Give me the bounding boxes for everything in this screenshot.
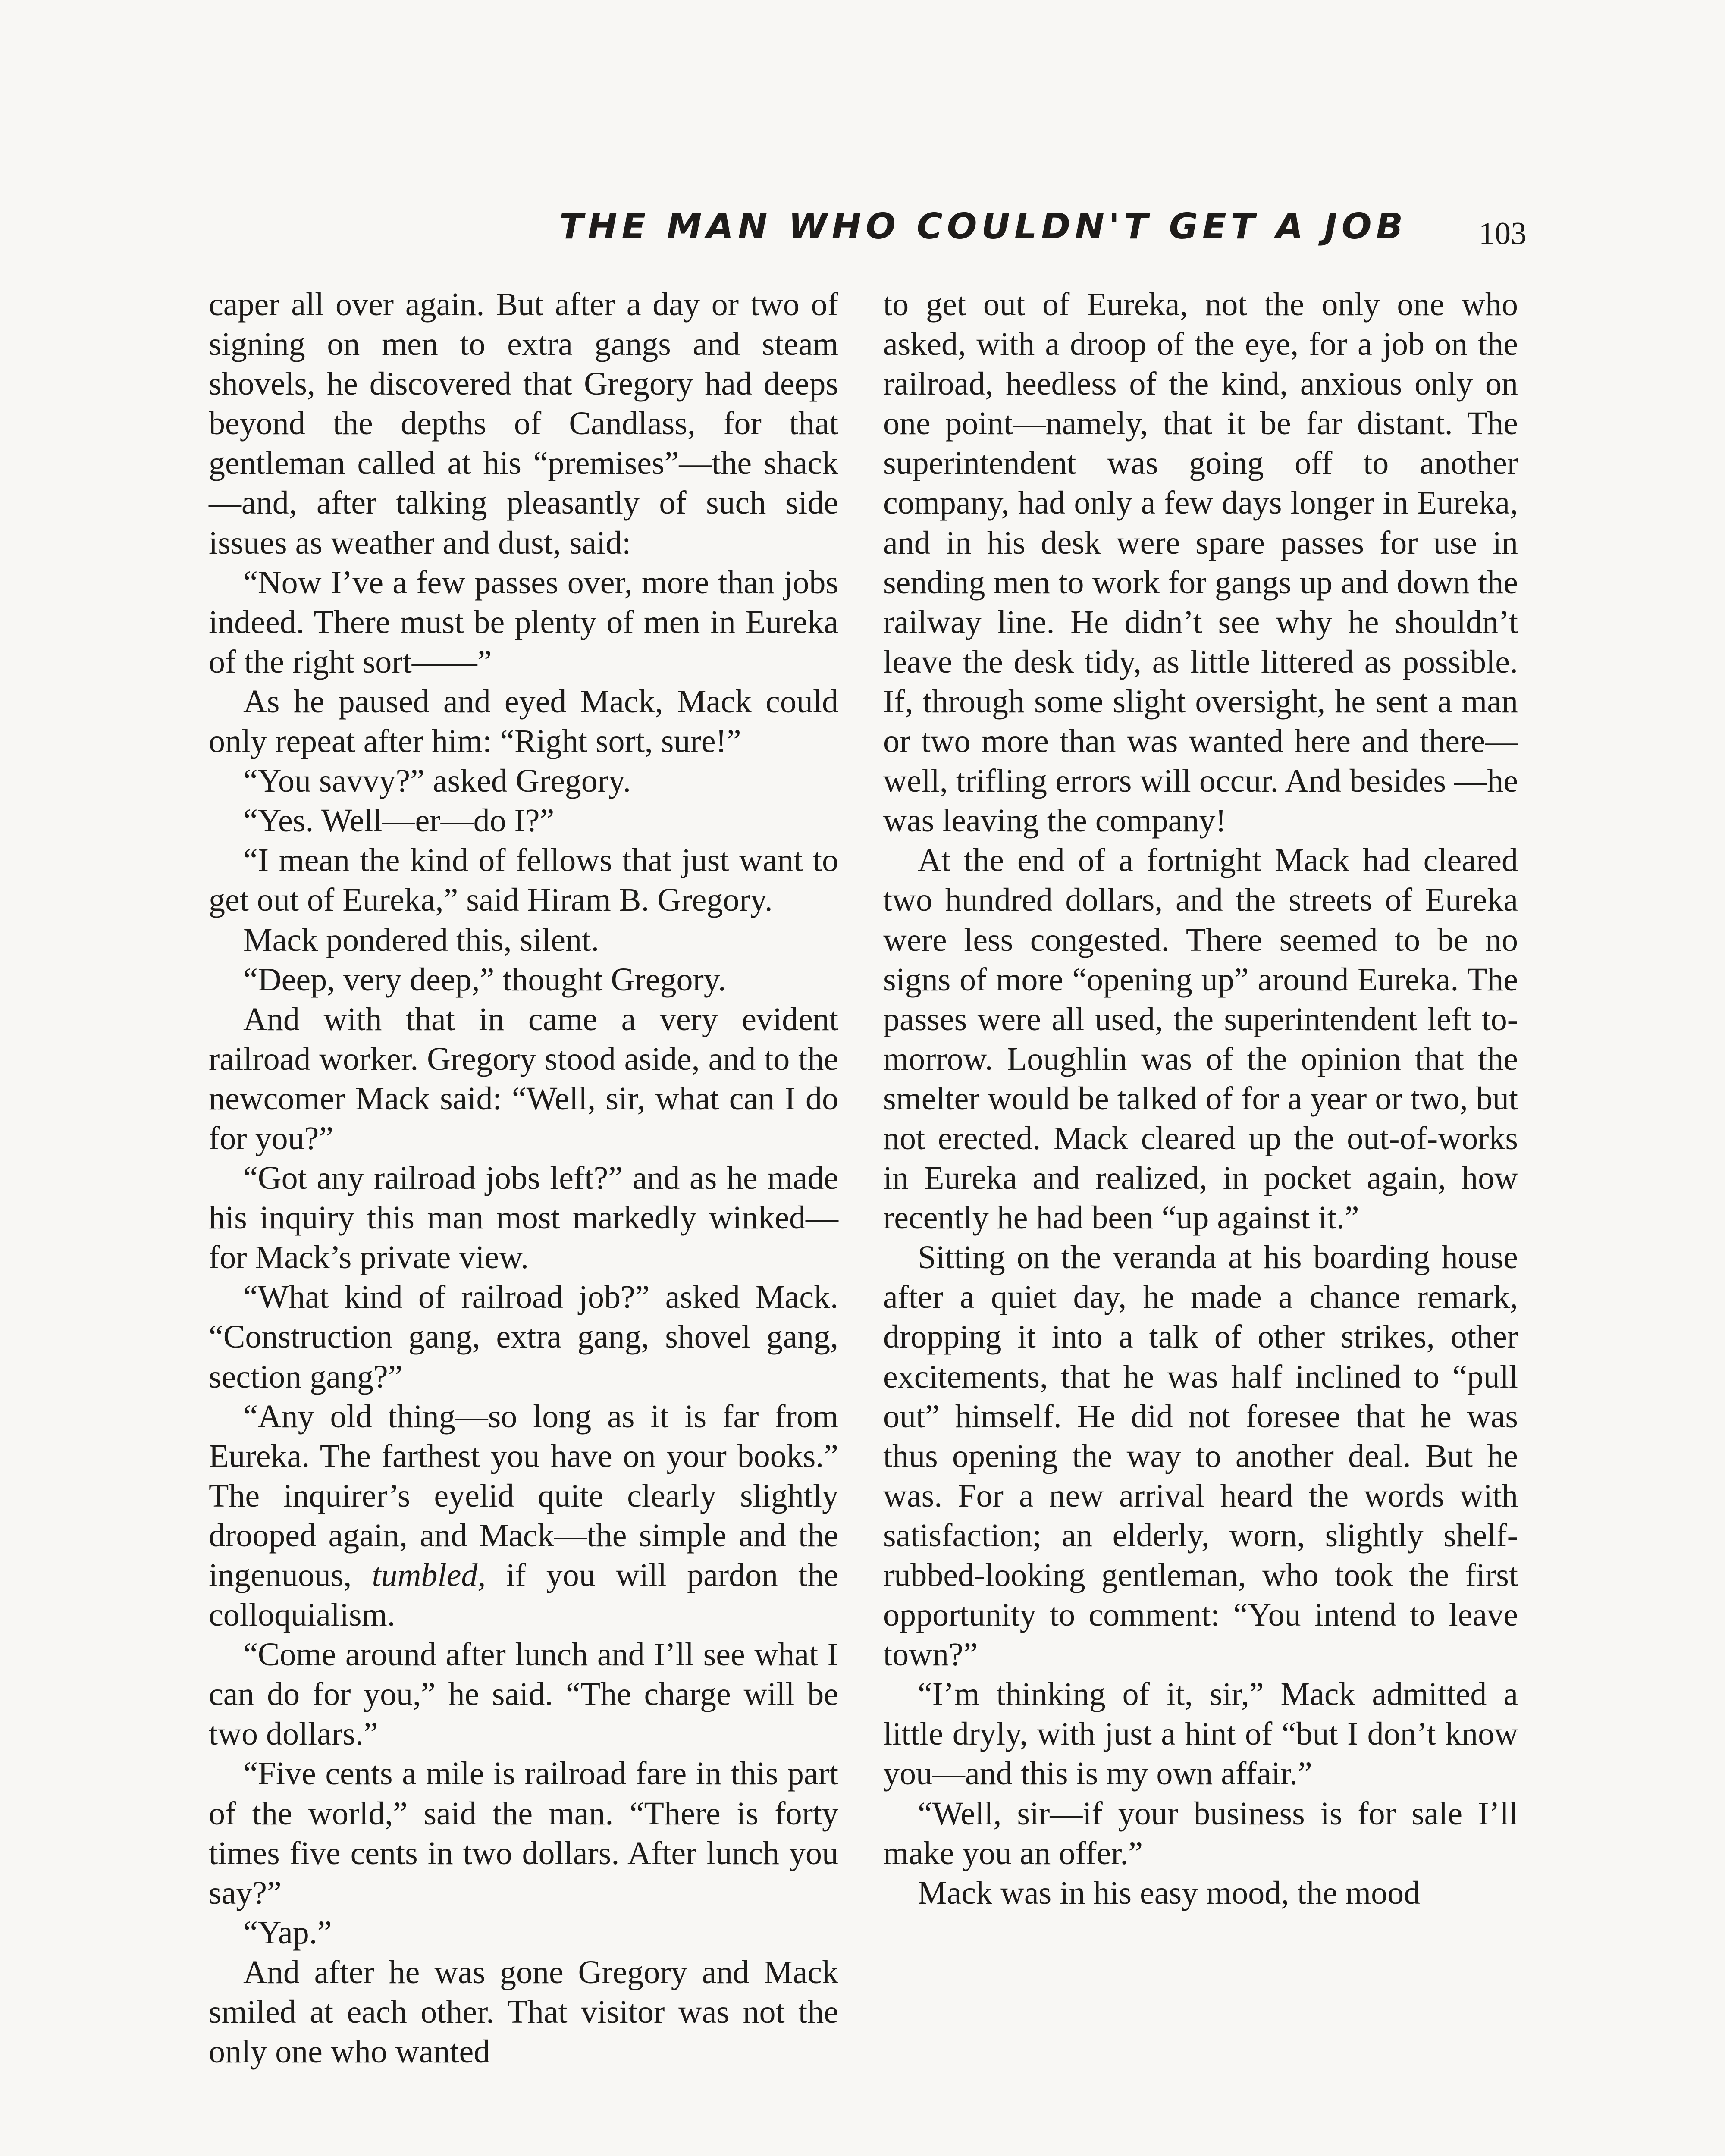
paragraph: “What kind of railroad job?” asked Mack. “Construction gang, extra gang, shovel gang, section gang?” [209, 1279, 838, 1395]
paragraph: “Five cents a mile is railroad fare in this part of the world,” said the man. “There is forty times five cents in two dollars. After lunch you say?” [209, 1755, 838, 1911]
paragraph-text: “Any old thing—so long as it is far from Eureka. The farthest you have on your books.” The inquirer’s eyelid quite clearly slightly drooped again, and Mack—the simple and the ingenuous, [209, 1398, 838, 1593]
italic-word: tumbled, [372, 1557, 486, 1593]
paragraph: Sitting on the veranda at his boarding house after a quiet day, he made a chance remark, dropping it into a talk of other strikes, other excitements, that he was half inclined to “pull out” himself. He did not foresee that he was thus opening the way to another deal. But he was. For a new arrival heard the words with satisfaction; an elderly, worn, slightly shelf-rubbed-looking gentleman, who took the first opportunity to comment: “You intend to leave town?” [883, 1239, 1518, 1673]
paragraph: “Deep, very deep,” thought Gregory. [243, 961, 726, 998]
running-head-title: THE MAN WHO COULDN'T GET A JOB [559, 206, 1408, 247]
paragraph: “Now I’ve a few passes over, more than jobs indeed. There must be plenty of men in Eureka of the right sort——” [209, 564, 838, 680]
paragraph: “Yap.” [243, 1914, 332, 1951]
paragraph-text: if you will pardon the colloquialism. [209, 1557, 839, 1633]
paragraph: And after he was gone Gregory and Mack smiled at each other. That visitor was not the only one who wanted [209, 1954, 838, 2070]
paragraph: “Well, sir—if your business is for sale I’ll make you an offer.” [883, 1795, 1518, 1871]
paragraph: “Got any railroad jobs left?” and as he made his inquiry this man most markedly winked—for Mack’s private view. [209, 1160, 838, 1276]
page-number: 103 [1479, 216, 1527, 251]
right-text-column [883, 285, 1518, 1913]
paragraph: to get out of Eureka, not the only one who asked, with a droop of the eye, for a job on the railroad, heedless of the kind, anxious only on one point—namely, that it be far distant. The superintendent was going off to another company, had only a few days longer in Eureka, and in his desk were spare passes for use in sending men to work for gangs up and down the railway line. He didn’t see why he shouldn’t leave the desk tidy, as little littered as possible. If, through some slight oversight, he sent a man or two more than was wanted here and there—well, trifling errors will occur. And besides —he was leaving the company! [883, 286, 1518, 839]
paragraph: As he paused and eyed Mack, Mack could only repeat after him: “Right sort, sure!” [209, 683, 838, 760]
paragraph [209, 1397, 838, 1635]
paragraph: “I’m thinking of it, sir,” Mack admitted a little dryly, with just a hint of “but I don’t know you—and this is my own affair.” [883, 1676, 1518, 1792]
paragraph: “I mean the kind of fellows that just want to get out of Eureka,” said Hiram B. Gregory. [209, 842, 838, 918]
paragraph: “Come around after lunch and I’ll see what I can do for you,” he said. “The charge will be two dollars.” [209, 1636, 838, 1752]
paragraph: “Yes. Well—er—do I?” [243, 802, 555, 839]
paragraph: At the end of a fortnight Mack had cleared two hundred dollars, and the streets of Eureka were less congested. There seemed to be no signs of more “opening up” around Eureka. The passes were all used, the superintendent left to-morrow. Loughlin was of the opinion that the smelter would be talked of for a year or two, but not erected. Mack cleared up the out-of-works in Eureka and realized, in pocket again, how recently he had been “up against it.” [883, 842, 1518, 1236]
paragraph: caper all over again. But after a day or two of signing on men to extra gangs and steam shovels, he discovered that Gregory had deeps beyond the depths of Candlass, for that gentleman called at his “premises”—the shack—and, after talking pleasantly of such side issues as weather and dust, said: [209, 286, 838, 561]
paragraph: “You savvy?” asked Gregory. [243, 763, 631, 799]
left-text-column [209, 285, 838, 2071]
paragraph: Mack was in his easy mood, the mood [918, 1874, 1421, 1911]
paragraph: Mack pondered this, silent. [243, 921, 599, 958]
paragraph: And with that in came a very evident railroad worker. Gregory stood aside, and to the newcomer Mack said: “Well, sir, what can I do for you?” [209, 1001, 838, 1156]
